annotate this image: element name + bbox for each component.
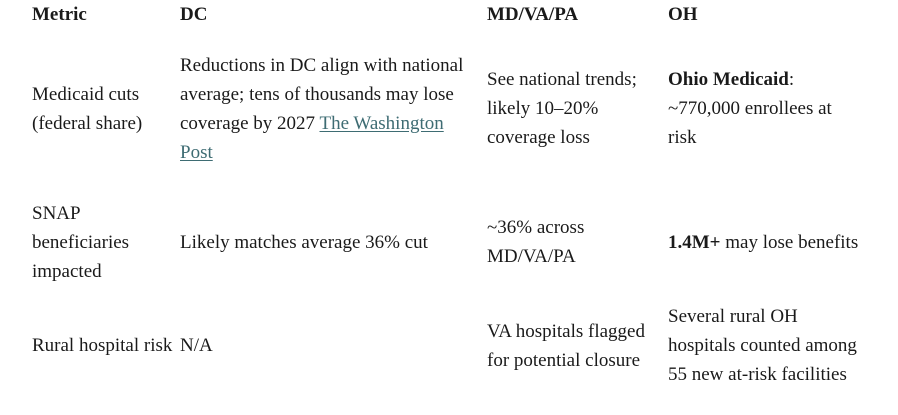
rural-metric-label: Rural hospital risk [32,335,173,356]
table-cell-oh [668,52,864,165]
header-oh: OH [668,4,698,25]
medicaid-metric-label: Medicaid cuts (federal share) [32,83,143,134]
table-cell-dc [180,52,487,165]
snap-oh-bold: 1.4M+ [668,231,721,253]
snap-dc-text: Likely matches average 36% cut [180,231,428,253]
table-cell-metric [32,197,180,287]
snap-mdvapa-text: ~36% across MD/VA/PA [487,217,585,267]
header-mdvapa: MD/VA/PA [487,4,579,25]
rural-oh-text: Several rural OH hospitals counted among 55 new at-risk facilities [668,306,857,385]
table-cell-metric [32,52,180,165]
medicaid-dc-text [180,51,479,167]
table-cell-oh [668,197,864,287]
snap-oh-rest: may lose benefits [720,231,859,253]
medicaid-dc-body: Reductions in DC align with national average; tens of thousands may lose coverage by 2027 [180,54,464,134]
medicaid-mdvapa-text: See national trends; likely 10–20% coverage loss [487,69,637,148]
ohio-medicaid-bold: Ohio Medicaid [668,69,789,90]
header-dc: DC [180,4,208,25]
table-cell-metric [32,289,180,402]
medicaid-oh-text [668,65,864,152]
rural-dc-text: N/A [180,335,213,356]
comparison-table [32,0,864,402]
table-cell-oh [668,289,864,402]
table-cell-mdvapa [487,197,668,287]
header-metric: Metric [32,4,87,25]
snap-oh-text [668,228,864,257]
table-cell-dc [180,197,487,287]
table-cell-mdvapa [487,52,668,165]
table-cell-mdvapa [487,289,668,402]
table-cell-dc [180,289,487,402]
rural-mdvapa-text: VA hospitals flagged for potential closure [487,320,645,371]
snap-metric-label: SNAP beneficiaries impacted [32,202,130,282]
washington-post-link[interactable]: The Washington Post [180,112,444,163]
medicaid-oh-rest: : ~770,000 enrollees at risk [668,69,832,148]
